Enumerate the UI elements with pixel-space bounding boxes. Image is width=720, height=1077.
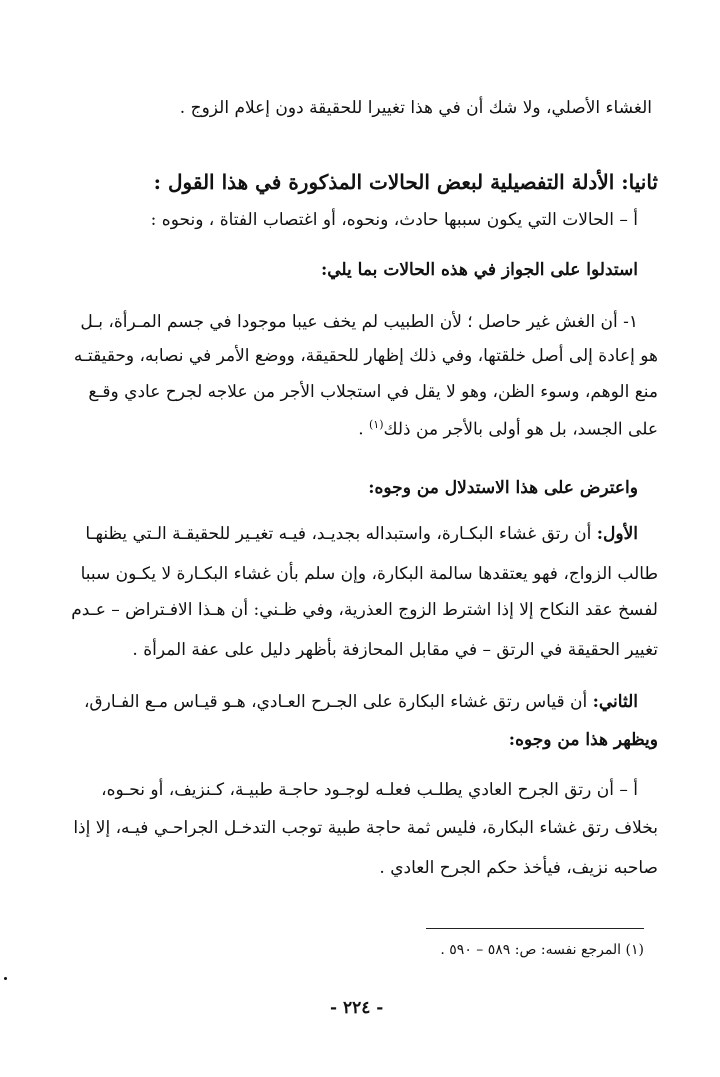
objection-intro: واعترض على هذا الاستدلال من وجوه: [368, 478, 638, 498]
objection1-lead: الأول: [596, 524, 638, 544]
objection1-line-2: طالب الزواج، فهو يعتقدها سالمة البكارة، وإن سلم بأن غشاء البكـارة لا يكـون سببا [80, 564, 658, 584]
footnote-separator [426, 928, 644, 929]
footnote-reference: (١) [369, 418, 384, 431]
objection2-lead: الثاني: [592, 692, 638, 712]
para1-line-4 [358, 418, 658, 440]
objection2-line-2: ويظهر هذا من وجوه: [508, 730, 658, 750]
objection1-line-3: لفسخ عقد النكاح إلا إذا اشترط الزوج العذرية، وفي ظـني: أن هـذا الافـتراض – عـدم [71, 600, 658, 620]
point-a-line-1: أ – أن رتق الجرح العادي يطلـب فعلـه لوجـود حاجـة طبيـة، كـنزيف، أو نحـوه، [101, 780, 638, 800]
section-heading: ثانيا: الأدلة التفصيلية لبعض الحالات المذكورة في هذا القول : [153, 170, 658, 194]
objection2-line-1-text: أن قياس رتق غشاء البكارة على الجـرح العـادي، هـو قيـاس مـع الفـارق، [83, 692, 593, 712]
para1-line-4-end: . [358, 419, 369, 440]
point-a-line-3: صاحبه نزيف، فيأخذ حكم الجرح العادي . [379, 858, 658, 878]
objection1-line-4: تغيير الحقيقة في الرتق – في مقابل المحازفة بأظهر دليل على عفة المرأة . [132, 640, 658, 660]
para1-line-4-text: على الجسد، بل هو أولى بالأجر من ذلك [383, 419, 658, 440]
footnote-text: (١) المرجع نفسه: ص: ٥٨٩ – ٥٩٠ . [440, 942, 644, 958]
para1-line-1: ١- أن الغش غير حاصل ؛ لأن الطبيب لم يخف عيبا موجودا في جسم المـرأة، بـل [80, 312, 638, 332]
margin-mark [4, 977, 7, 980]
objection1-line-1 [85, 524, 638, 544]
objection2-line-1 [84, 692, 638, 712]
text-line-1: الغشاء الأصلي، ولا شك أن في هذا تغييرا للحقيقة دون إعلام الزوج . [179, 98, 652, 118]
para1-line-2: هو إعادة إلى أصل خلقتها، وفي ذلك إظهار للحقيقة، ووضع الأمر في نصابه، وحقيقتـه [73, 346, 658, 366]
text-line-subsection-a: أ – الحالات التي يكون سببها حادث، ونحوه، أو اغتصاب الفتاة ، ونحوه : [150, 210, 638, 230]
objection1-line-1-text: أن رتق غشاء البكـارة، واستبداله بجديـد، فيـه تغيـير للحقيقـة الـتي يظنهـا [85, 524, 597, 544]
page-number: - ٢٢٤ - [330, 998, 384, 1018]
para1-line-3: منع الوهم، وسوء الظن، وهو لا يقل في استجلاب الأجر من علاجه لجرح عادي وقـع [88, 382, 658, 402]
text-line-evidence-intro: استدلوا على الجواز في هذه الحالات بما يلي: [320, 260, 638, 280]
point-a-line-2: بخلاف رتق غشاء البكارة، فليس ثمة حاجة طبية توجب التدخـل الجراحـي فيـه، إلا إذا [73, 818, 658, 838]
